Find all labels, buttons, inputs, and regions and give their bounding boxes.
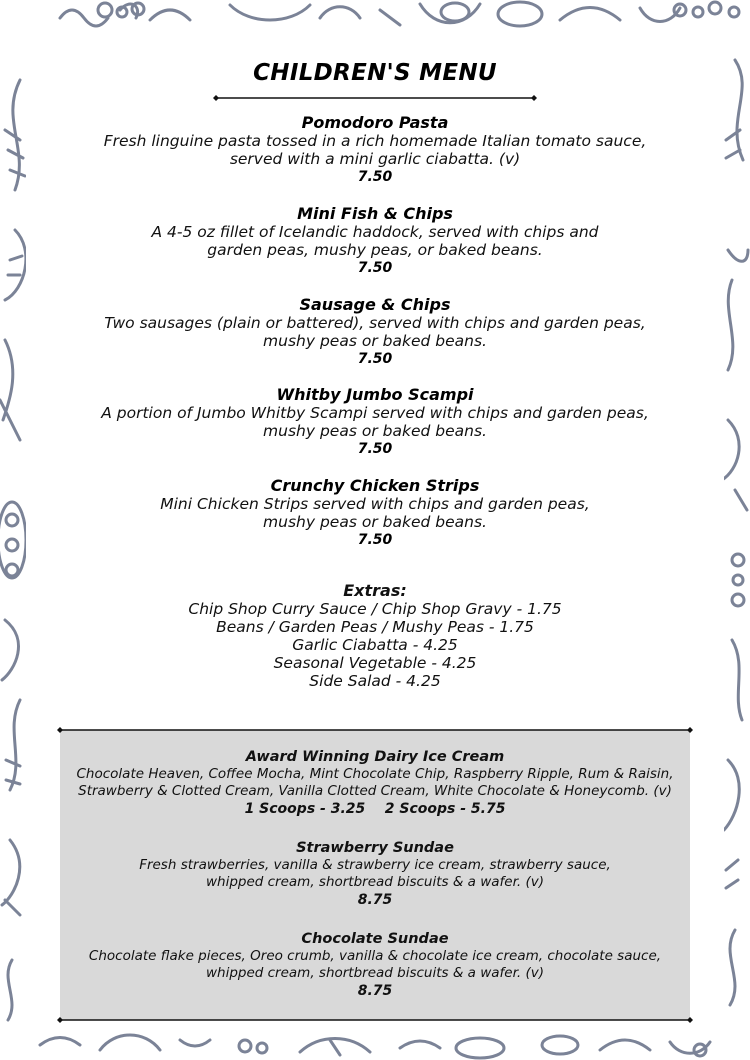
item-description: Two sausages (plain or battered), served with chips and garden peas,: [104, 314, 646, 332]
dessert-description: whipped cream, shortbread biscuits & a wafer. (v): [205, 965, 545, 981]
extras-line: Beans / Garden Peas / Mushy Peas - 1.75: [216, 618, 534, 636]
item-description: Fresh linguine pasta tossed in a rich homemade Italian tomato sauce,: [103, 132, 647, 150]
dessert-name: Award Winning Dairy Ice Cream: [245, 749, 505, 765]
dessert-description: Chocolate flake pieces, Oreo crumb, vanilla & chocolate ice cream, chocolate sauce,: [88, 948, 662, 964]
item-price: 7.50: [357, 351, 393, 367]
item-price: 7.50: [357, 260, 393, 276]
extras-line: Chip Shop Curry Sauce / Chip Shop Gravy - 1.75: [188, 600, 562, 618]
item-name: Pomodoro Pasta: [301, 113, 449, 132]
item-price: 7.50: [357, 169, 393, 185]
item-description: Mini Chicken Strips served with chips and garden peas,: [160, 495, 590, 513]
dessert-description: whipped cream, shortbread biscuits & a wafer. (v): [205, 874, 545, 890]
item-price: 7.50: [357, 532, 393, 548]
dessert-price: 8.75: [357, 892, 393, 908]
item-description: served with a mini garlic ciabatta. (v): [229, 150, 521, 168]
item-name: Mini Fish & Chips: [297, 204, 453, 223]
item-description: mushy peas or baked beans.: [263, 332, 487, 350]
dessert-description: Strawberry & Clotted Cream, Vanilla Clotted Cream, White Chocolate & Honeycomb. (v): [78, 783, 672, 799]
item-description: A portion of Jumbo Whitby Scampi served with chips and garden peas,: [101, 404, 649, 422]
extras-line: Garlic Ciabatta - 4.25: [292, 636, 458, 654]
item-description: A 4-5 oz fillet of Icelandic haddock, served with chips and: [151, 223, 599, 241]
extras-line: Seasonal Vegetable - 4.25: [273, 654, 477, 672]
item-price: 7.50: [357, 441, 393, 457]
item-description: mushy peas or baked beans.: [263, 422, 487, 440]
item-name: Crunchy Chicken Strips: [270, 476, 480, 495]
item-name: Whitby Jumbo Scampi: [276, 385, 474, 404]
dessert-description: Chocolate Heaven, Coffee Mocha, Mint Chocolate Chip, Raspberry Ripple, Rum & Raisin,: [76, 766, 674, 782]
dessert-name: Chocolate Sundae: [301, 931, 449, 947]
extras-heading: Extras:: [343, 581, 407, 600]
page-title: CHILDREN'S MENU: [253, 60, 497, 86]
item-name: Sausage & Chips: [299, 295, 451, 314]
item-description: garden peas, mushy peas, or baked beans.: [207, 241, 543, 259]
dessert-price: 8.75: [357, 983, 393, 999]
dessert-description: Fresh strawberries, vanilla & strawberry ice cream, strawberry sauce,: [139, 857, 611, 873]
dessert-price: 1 Scoops - 3.25 2 Scoops - 5.75: [244, 801, 506, 817]
item-description: mushy peas or baked beans.: [263, 513, 487, 531]
dessert-name: Strawberry Sundae: [296, 840, 454, 856]
extras-line: Side Salad - 4.25: [309, 672, 441, 690]
